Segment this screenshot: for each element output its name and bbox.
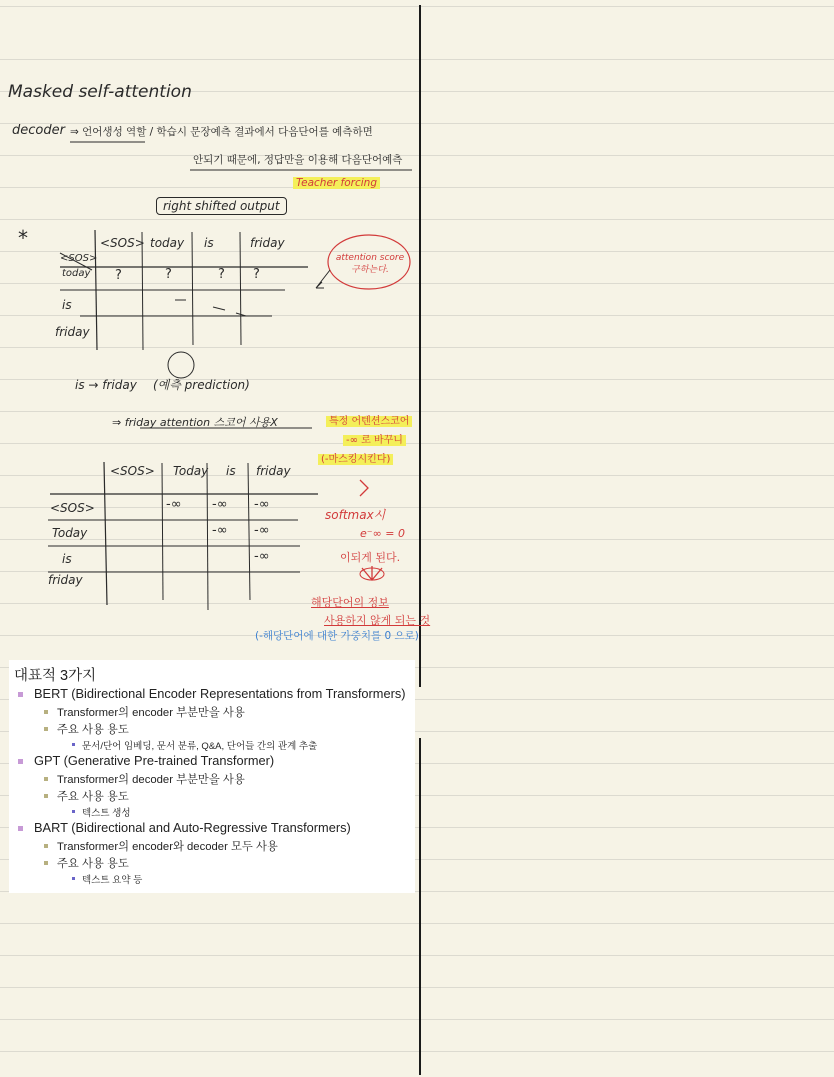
m1-row-today: today [62, 268, 91, 279]
decoder-line-2: 안되기 때문에, 정답만을 이용해 다음단어예측 [193, 154, 403, 166]
decoder-label: decoder [12, 123, 65, 138]
m1-col-sos: <SOS> [100, 236, 145, 250]
m2-col-today: Today [173, 464, 209, 478]
gpt-sub-2: 주요 사용 용도 [57, 788, 129, 804]
friday-attention-note: ⇒ friday attention 스코어 사용X [112, 416, 278, 429]
note-title: Masked self-attention [8, 82, 192, 102]
m2-inf-2: -∞ [212, 497, 228, 512]
bart-sub-2: 주요 사용 용도 [57, 855, 129, 871]
gpt-item: GPT (Generative Pre-trained Transformer) [34, 753, 274, 768]
summary-card [9, 660, 415, 893]
teacher-forcing-label: Teacher forcing [293, 177, 380, 189]
softmax-eq: e⁻∞ = 0 [360, 527, 405, 540]
bert-sub-1: Transformer의 encoder 부분만을 사용 [57, 704, 245, 720]
m2-inf-1: -∞ [166, 497, 182, 512]
note-a3: (-마스킹시킨다) [318, 450, 393, 465]
m1-row-sos: <SOS> [60, 253, 98, 264]
m2-inf-4: -∞ [212, 523, 228, 538]
note-a1: 특정 어텐션스코어 [326, 412, 412, 427]
gpt-use: 텍스트 생성 [82, 805, 131, 819]
softmax-note: softmax시 [325, 508, 386, 522]
final-blue: (-해당단어에 대한 가중치를 0 으로) [255, 630, 419, 642]
m1-cell-3: ? [218, 267, 225, 282]
prediction-label: (예측 prediction) [153, 378, 250, 392]
m1-row-is: is [62, 298, 72, 312]
m2-col-sos: <SOS> [110, 464, 155, 478]
m2-inf-5: -∞ [254, 523, 270, 538]
m2-row-sos: <SOS> [50, 501, 95, 515]
m1-col-is: is [204, 236, 214, 250]
star-mark: * [18, 226, 28, 250]
m1-cell-1: ? [115, 268, 122, 283]
final-red-2: 사용하지 않게 되는 것 [324, 614, 431, 627]
decoder-line-1: ⇒ 언어생성 역할 / 학습시 문장예측 결과에서 다음단어를 예측하면 [70, 126, 373, 138]
attention-score-note: attention score 구하는다. [335, 253, 405, 275]
bert-use: 문서/단어 임베딩, 문서 분류, Q&A, 단어들 간의 관계 추출 [82, 738, 317, 752]
bert-item: BERT (Bidirectional Encoder Representations from Transformers) [34, 686, 406, 701]
note-a2: -∞ 로 바꾸니 [343, 431, 406, 446]
m1-row-friday: friday [55, 325, 90, 339]
m1-col-friday: friday [250, 236, 285, 250]
card-title: 대표적 3가지 [14, 668, 97, 684]
bart-use: 텍스트 요약 등 [82, 872, 142, 886]
right-shifted-output-label: right shifted output [156, 197, 287, 215]
bert-sub-2: 주요 사용 용도 [57, 721, 129, 737]
m2-row-is: is [62, 552, 72, 566]
m1-cell-2: ? [165, 267, 172, 282]
softmax-result: 이되게 된다. [340, 551, 401, 564]
m1-col-today: today [150, 236, 185, 250]
m2-inf-3: -∞ [254, 497, 270, 512]
m1-cell-4: ? [253, 267, 260, 282]
bart-item: BART (Bidirectional and Auto-Regressive Transformers) [34, 820, 351, 835]
bart-sub-1: Transformer의 encoder와 decoder 모두 사용 [57, 838, 278, 854]
m2-inf-6: -∞ [254, 549, 270, 564]
m2-col-friday: friday [256, 464, 291, 478]
is-to-friday: is → friday [75, 378, 137, 392]
final-red-1: 해당단어의 정보 [311, 596, 389, 609]
m2-col-is: is [226, 464, 236, 478]
m2-row-today: Today [52, 526, 88, 540]
m2-row-friday: friday [48, 573, 83, 587]
gpt-sub-1: Transformer의 decoder 부분만을 사용 [57, 771, 245, 787]
